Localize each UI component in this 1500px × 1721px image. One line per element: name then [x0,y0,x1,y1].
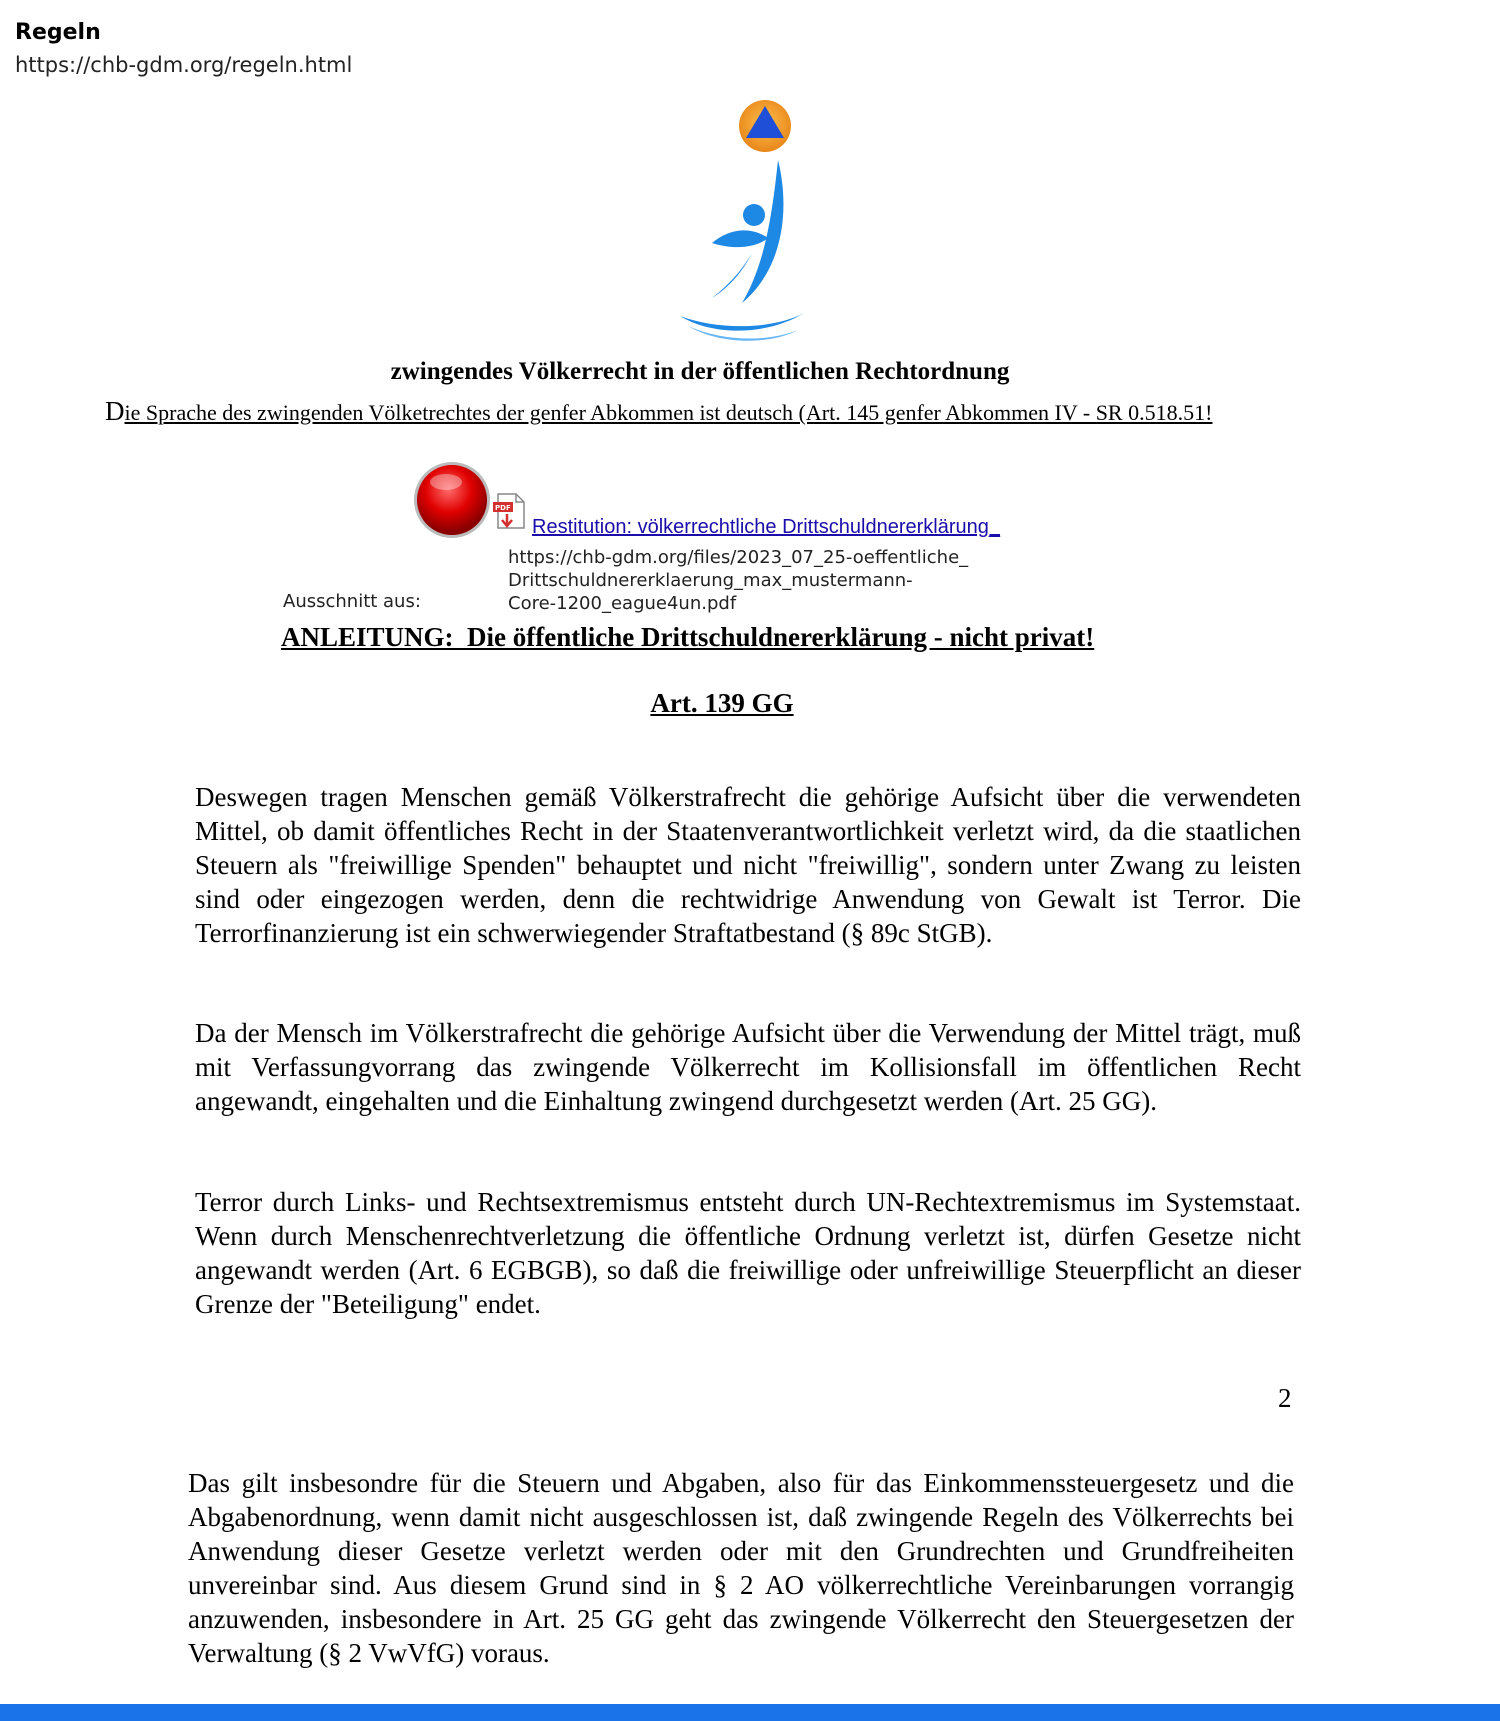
excerpt-label: Ausschnitt aus: [283,591,421,612]
pdf-url-line: https://chb-gdm.org/files/2023_07_25-oeffentliche_ [508,547,969,568]
svg-text:PDF: PDF [495,504,511,512]
figure-logo-icon [672,98,822,353]
paragraph: Deswegen tragen Menschen gemäß Völkerstrafrecht die gehörige Aufsicht über die verwendeten Mittel, ob damit öffentliches Recht in der Staatenverantwortlichkeit verletzt wird, da die staatlichen Steuern als "freiwillige Spenden" behauptet und nicht "freiwillig", sondern unter Zwang zu leisten sind oder eingezogen werden, denn die rechtwidrige Anwendung von Gewalt ist Terror. Die Terrorfinanzierung ist ein schwerwiegender Straftatbestand (§ 89c StGB). [195,782,1301,948]
pdf-url [508,546,968,615]
pdf-download-icon[interactable] [492,492,530,532]
page-url[interactable]: https://chb-gdm.org/regeln.html [15,53,353,77]
bottom-bar [0,1704,1500,1721]
subheading [105,396,1212,427]
subheading-text: ie Sprache des zwingenden Völketrechtes der genfer Abkommen ist deutsch (Art. 145 genfer Abkommen IV - SR 0.518.51! [124,400,1213,425]
page-title: Regeln [15,20,101,45]
document-title: ANLEITUNG: Die öffentliche Drittschuldnererklärung - nicht privat! [281,622,1095,652]
page-heading: zwingendes Völkerrecht in der öffentlichen Rechtordnung [390,358,1010,385]
pdf-url-line: Drittschuldnererklaerung_max_mustermann- [508,570,913,591]
subheading-initial: D [105,396,125,426]
document-article: Art. 139 GG [650,688,794,718]
paragraph: Das gilt insbesondre für die Steuern und Abgaben, also für das Einkommenssteuergesetz und die Abgabenordnung, wenn damit nicht ausgeschlossen ist, daß zwingende Regeln des Völkerrechts bei Anwendung dieser Gesetze verletzt werden oder mit den Grundrechten und Grundfreiheiten unvereinbar sind. Aus diesem Grund sind in § 2 AO völkerrechtliche Vereinbarungen vorrangig anzuwenden, insbesondere in Art. 25 GG geht das zwingende Völkerrecht den Steuergesetzen der Verwaltung (§ 2 VwVfG) voraus. [188,1468,1294,1668]
red-button-icon[interactable] [412,460,492,540]
pdf-download-link[interactable]: Restitution: völkerrechtliche Drittschuldnererklärung_ [532,516,1000,538]
paragraph: Terror durch Links- und Rechtsextremismus entsteht durch UN-Rechtextremismus im Systemstaat. Wenn durch Menschenrechtverletzung die öffentliche Ordnung verletzt ist, dürfen Gesetze nicht angewandt werden (Art. 6 EGBGB), so daß die freiwillige oder unfreiwillige Steuerpflicht an dieser Grenze der "Beteiligung" endet. [195,1187,1301,1319]
page-number: 2 [1278,1383,1292,1413]
pdf-url-line: Core-1200_eague4un.pdf [508,593,737,614]
paragraph: Da der Mensch im Völkerstrafrecht die gehörige Aufsicht über die Verwendung der Mittel trägt, muß mit Verfassungvorrang das zwingende Völkerrecht im Kollisionsfall im öffentlichen Recht angewandt, eingehalten und die Einhaltung zwingend durchgesetzt werden (Art. 25 GG). [195,1018,1301,1116]
